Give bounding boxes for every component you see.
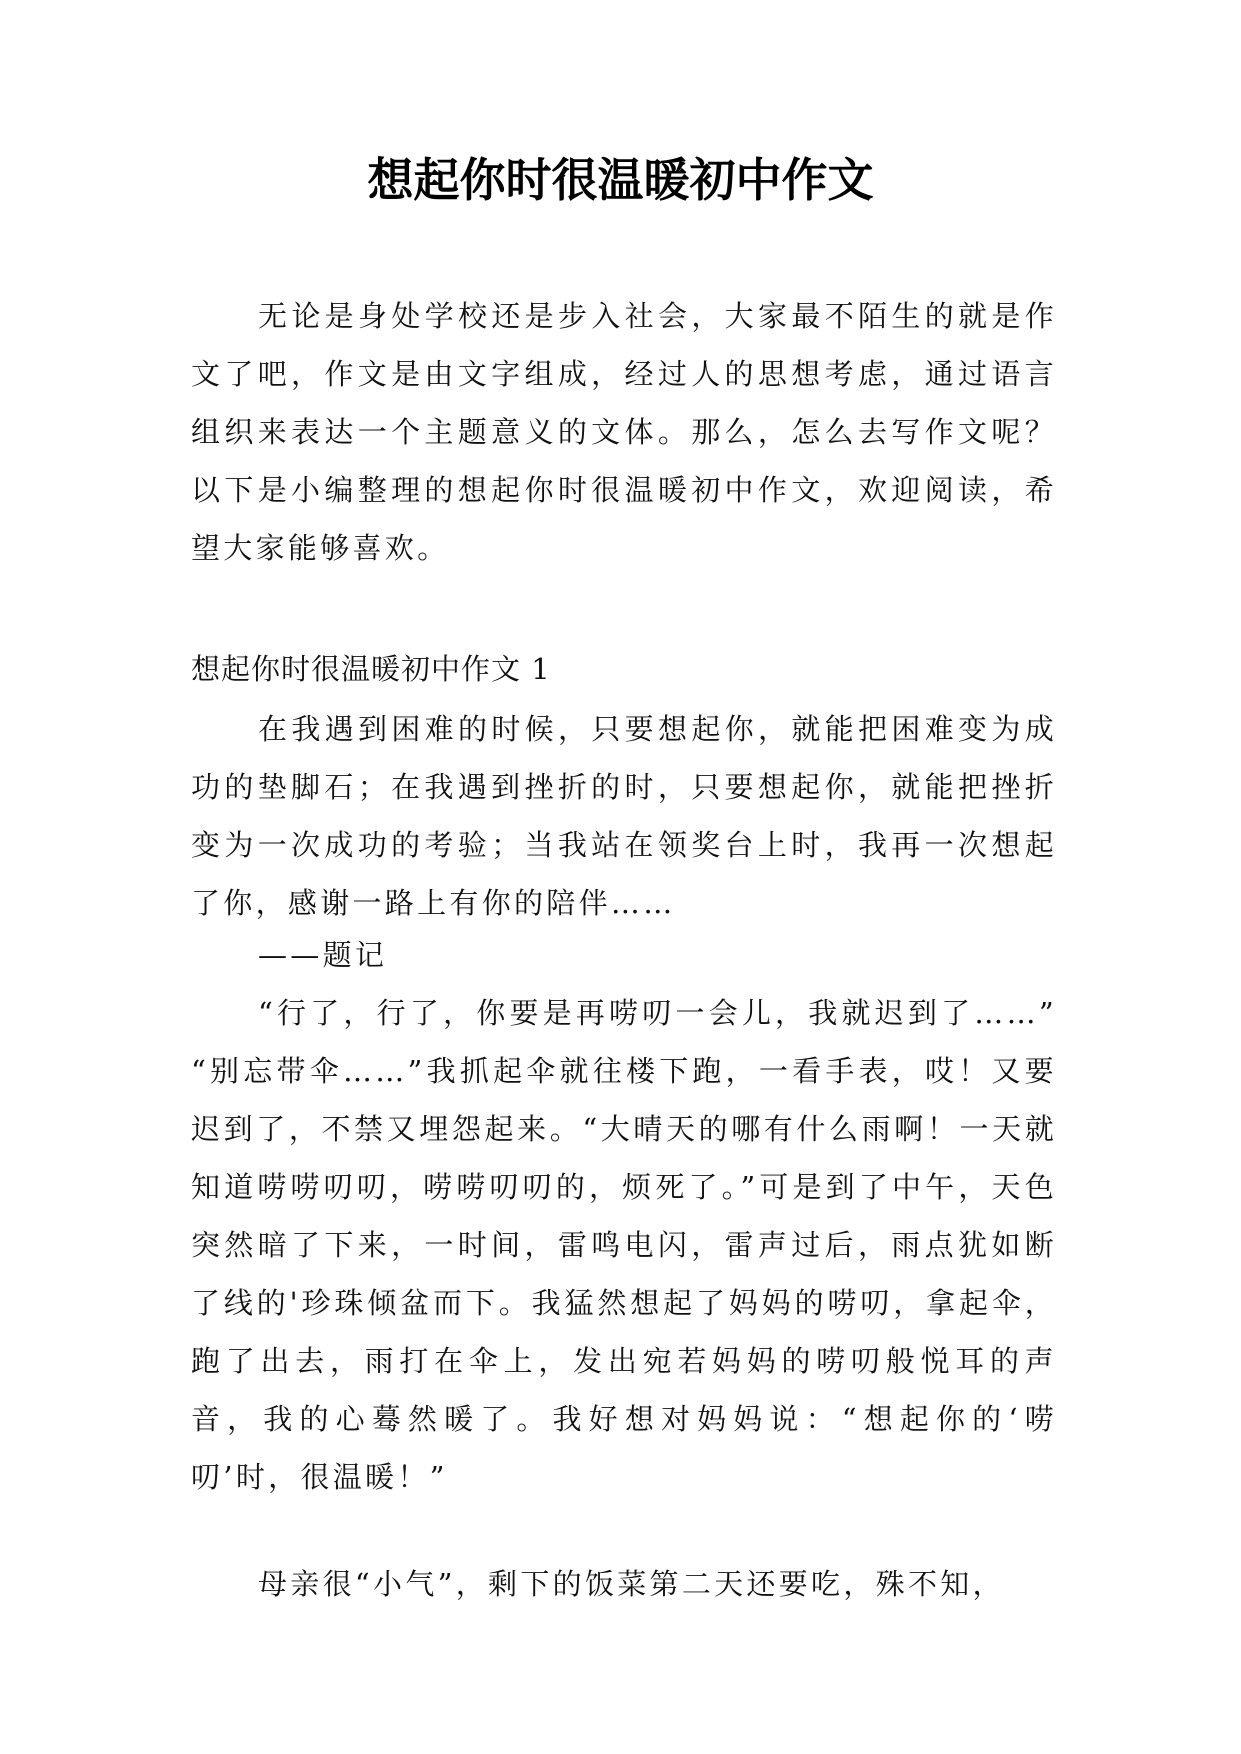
body-paragraph: 母亲很“小气”，剩下的饭菜第二天还要吃，殊不知， <box>258 1567 1005 1601</box>
body-paragraph: 在我遇到困难的时候，只要想起你，就能把困难变为成功的垫脚石；在我遇到挫折的时，只要想起你，就能把挫折变为一次成功的考验；当我站在领奖台上时，我再一次想起了你，感谢一路上有你的陪伴…… <box>191 712 1057 920</box>
section-heading: 想起你时很温暖初中作文 1 <box>191 652 551 686</box>
intro-paragraph: 无论是身处学校还是步入社会，大家最不陌生的就是作文了吧，作文是由文字组成，经过人的思想考虑，通过语言组织来表达一个主题意义的文体。那么，怎么去写作文呢？以下是小编整理的想起你时很温暖初中作文，欢迎阅读，希望大家能够喜欢。 <box>191 299 1057 565</box>
body-paragraph: “行了，行了，你要是再唠叨一会儿，我就迟到了……” “别忘带伞……”我抓起伞就往楼下跑，一看手表，哎！又要迟到了，不禁又埋怨起来。“大晴天的哪有什么雨啊！一天就知道唠唠叨叨，唠唠叨叨的，烦死了。”可是到了中午，天色突然暗了下来，一时间，雷鸣电闪，雷声过后，雨点犹如断了线的'珍珠倾盆而下。我猛然想起了妈妈的唠叨，拿起伞，跑了出去，雨打在伞上，发出宛若妈妈的唠叨般悦耳的声音，我的心蓦然暖了。我好想对妈妈说：“想起你的‘唠叨’时，很温暖！” <box>191 996 1057 1494</box>
inscription-line: ——题记 <box>258 938 388 972</box>
document-title: 想起你时很温暖初中作文 <box>367 153 874 207</box>
